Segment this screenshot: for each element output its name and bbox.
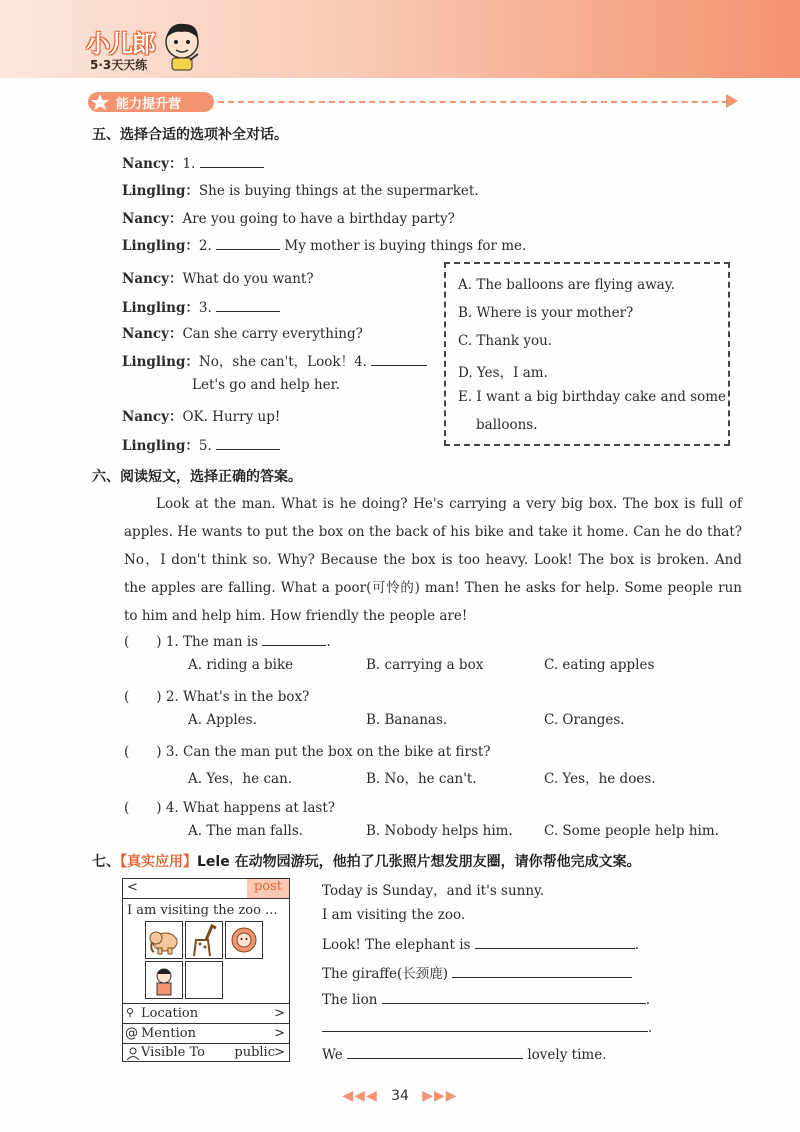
q1-option-c: C. eating apples	[544, 657, 655, 673]
lion-photo	[225, 921, 263, 959]
elephant-icon	[146, 922, 182, 958]
location-row[interactable]: ⚲ Location >	[123, 1003, 289, 1023]
arrow-right-icon	[726, 94, 738, 108]
dialogue-line-3: Nancy：Are you going to have a birthday party?	[122, 211, 455, 227]
q1-option-a: A. riding a bike	[188, 657, 294, 673]
reading-passage: Look at the man. What is he doing? He's carrying a very big box. The box is full of apples. He wants to put the box on the back of his bike and take it home. Can he do that? No，I don't think so. Why? Because the box is too heavy. Look! The box is broken. And the apples are falling. What a poor(可怜的) man! Then he asks for help. Some people run to him and help him. How friendly the people are!	[124, 496, 742, 624]
option-c: C. Thank you.	[458, 333, 553, 349]
q1-option-b: B. carrying a box	[366, 657, 484, 673]
question-2: ( ) 2. What's in the box?	[124, 689, 310, 705]
post-line-4: The giraffe(长颈鹿)	[322, 962, 632, 982]
giraffe-icon	[186, 922, 222, 958]
q3-option-a: A. Yes，he can.	[188, 771, 293, 787]
q5-heading: 五、选择合适的选项补全对话。	[92, 127, 288, 143]
dialogue-line-1: Nancy：1.	[122, 152, 264, 172]
dialogue-line-2: Lingling：She is buying things at the supermarket.	[122, 183, 479, 199]
answer-paren[interactable]: ( )	[124, 800, 162, 816]
option-e: E. I want a big birthday cake and some	[458, 389, 727, 405]
answer-blank[interactable]	[382, 990, 646, 1004]
q2-option-a: A. Apples.	[188, 712, 257, 728]
real-application-tag: 【真实应用】	[120, 854, 197, 870]
chevron-right-icon: >	[274, 1045, 285, 1060]
dialogue-line-11: Lingling：5.	[122, 434, 280, 454]
chevron-right-icon: >	[274, 1006, 285, 1021]
answer-paren[interactable]: ( )	[124, 689, 162, 705]
chevron-right-icon: >	[274, 1026, 285, 1041]
answer-paren[interactable]: ( )	[124, 634, 162, 650]
question-3: ( ) 3. Can the man put the box on the bike at first?	[124, 744, 491, 760]
at-icon: @	[125, 1026, 138, 1041]
visible-to-row[interactable]: Visible To public >	[123, 1043, 289, 1061]
q4-option-c: C. Some people help him.	[544, 823, 719, 839]
q3-option-b: B. No，he can't.	[366, 771, 477, 787]
post-button[interactable]: post	[247, 879, 289, 898]
elephant-photo	[145, 921, 183, 959]
answer-blank[interactable]	[200, 154, 264, 168]
post-line-7: We lovely time.	[322, 1047, 607, 1063]
page-number: 34	[391, 1088, 409, 1104]
post-line-1: Today is Sunday，and it's sunny.	[322, 883, 545, 899]
dialogue-line-4: Lingling：2. My mother is buying things for me.	[122, 238, 527, 254]
banner-dashed-line	[218, 101, 728, 103]
answer-blank[interactable]	[216, 236, 280, 250]
next-arrows-icon: ▶▶▶	[422, 1088, 458, 1104]
q3-option-c: C. Yes，he does.	[544, 771, 656, 787]
dialogue-line-9: Let's go and help her.	[192, 377, 340, 393]
answer-blank[interactable]	[262, 632, 326, 646]
dialogue-line-8: Lingling：No，she can't，Look！4.	[122, 350, 427, 370]
boy-photo	[145, 961, 183, 999]
post-line-3: Look! The elephant is .	[322, 937, 640, 953]
post-line-5: The lion .	[322, 992, 651, 1008]
add-photo-slot[interactable]	[185, 961, 223, 999]
q7-heading: 七、【真实应用】Lele 在动物园游玩，他拍了几张照片想发朋友圈，请你帮他完成文案。	[92, 854, 641, 870]
option-b: B. Where is your mother?	[458, 305, 634, 321]
q4-option-b: B. Nobody helps him.	[366, 823, 513, 839]
question-1: ( ) 1. The man is .	[124, 634, 331, 650]
post-topbar	[123, 879, 289, 899]
answer-blank[interactable]	[347, 1045, 523, 1059]
dialogue-line-6: Lingling：3.	[122, 296, 280, 316]
mention-row[interactable]: @ Mention >	[123, 1023, 289, 1043]
answer-blank[interactable]	[322, 1018, 648, 1032]
lion-icon	[226, 922, 262, 958]
page-footer	[0, 1088, 800, 1104]
answer-blank[interactable]	[216, 298, 280, 312]
answer-blank[interactable]	[475, 935, 635, 949]
prev-arrows-icon: ◀◀◀	[342, 1088, 378, 1104]
q4-option-a: A. The man falls.	[188, 823, 304, 839]
boy-mascot-icon	[160, 20, 204, 72]
social-post-card	[122, 878, 290, 1062]
back-icon[interactable]: <	[127, 880, 138, 895]
option-e-cont: balloons.	[476, 417, 538, 433]
option-d: D. Yes，I am.	[458, 365, 548, 381]
post-line-6: .	[322, 1018, 652, 1036]
dialogue-line-7: Nancy：Can she carry everything?	[122, 326, 363, 342]
option-a: A. The balloons are flying away.	[458, 277, 675, 293]
q2-option-c: C. Oranges.	[544, 712, 625, 728]
post-line-2: I am visiting the zoo.	[322, 907, 466, 923]
question-4: ( ) 4. What happens at last?	[124, 800, 336, 816]
star-icon	[88, 92, 112, 112]
answer-blank[interactable]	[216, 436, 280, 450]
dialogue-line-5: Nancy：What do you want?	[122, 271, 314, 287]
person-icon	[126, 1047, 140, 1060]
q2-option-b: B. Bananas.	[366, 712, 448, 728]
location-pin-icon: ⚲	[126, 1006, 135, 1019]
section-banner-label: 能力提升营	[116, 97, 182, 112]
dialogue-line-10: Nancy：OK. Hurry up!	[122, 409, 281, 425]
giraffe-photo	[185, 921, 223, 959]
answer-paren[interactable]: ( )	[124, 744, 162, 760]
post-caption: I am visiting the zoo ...	[127, 903, 278, 918]
answer-blank[interactable]	[452, 964, 632, 978]
q6-heading: 六、阅读短文，选择正确的答案。	[92, 469, 302, 485]
brand-logo: 小儿郎	[86, 30, 155, 58]
boy-icon	[146, 962, 182, 998]
answer-blank[interactable]	[371, 352, 427, 366]
brand-subtitle: 5·3天天练	[90, 58, 148, 72]
